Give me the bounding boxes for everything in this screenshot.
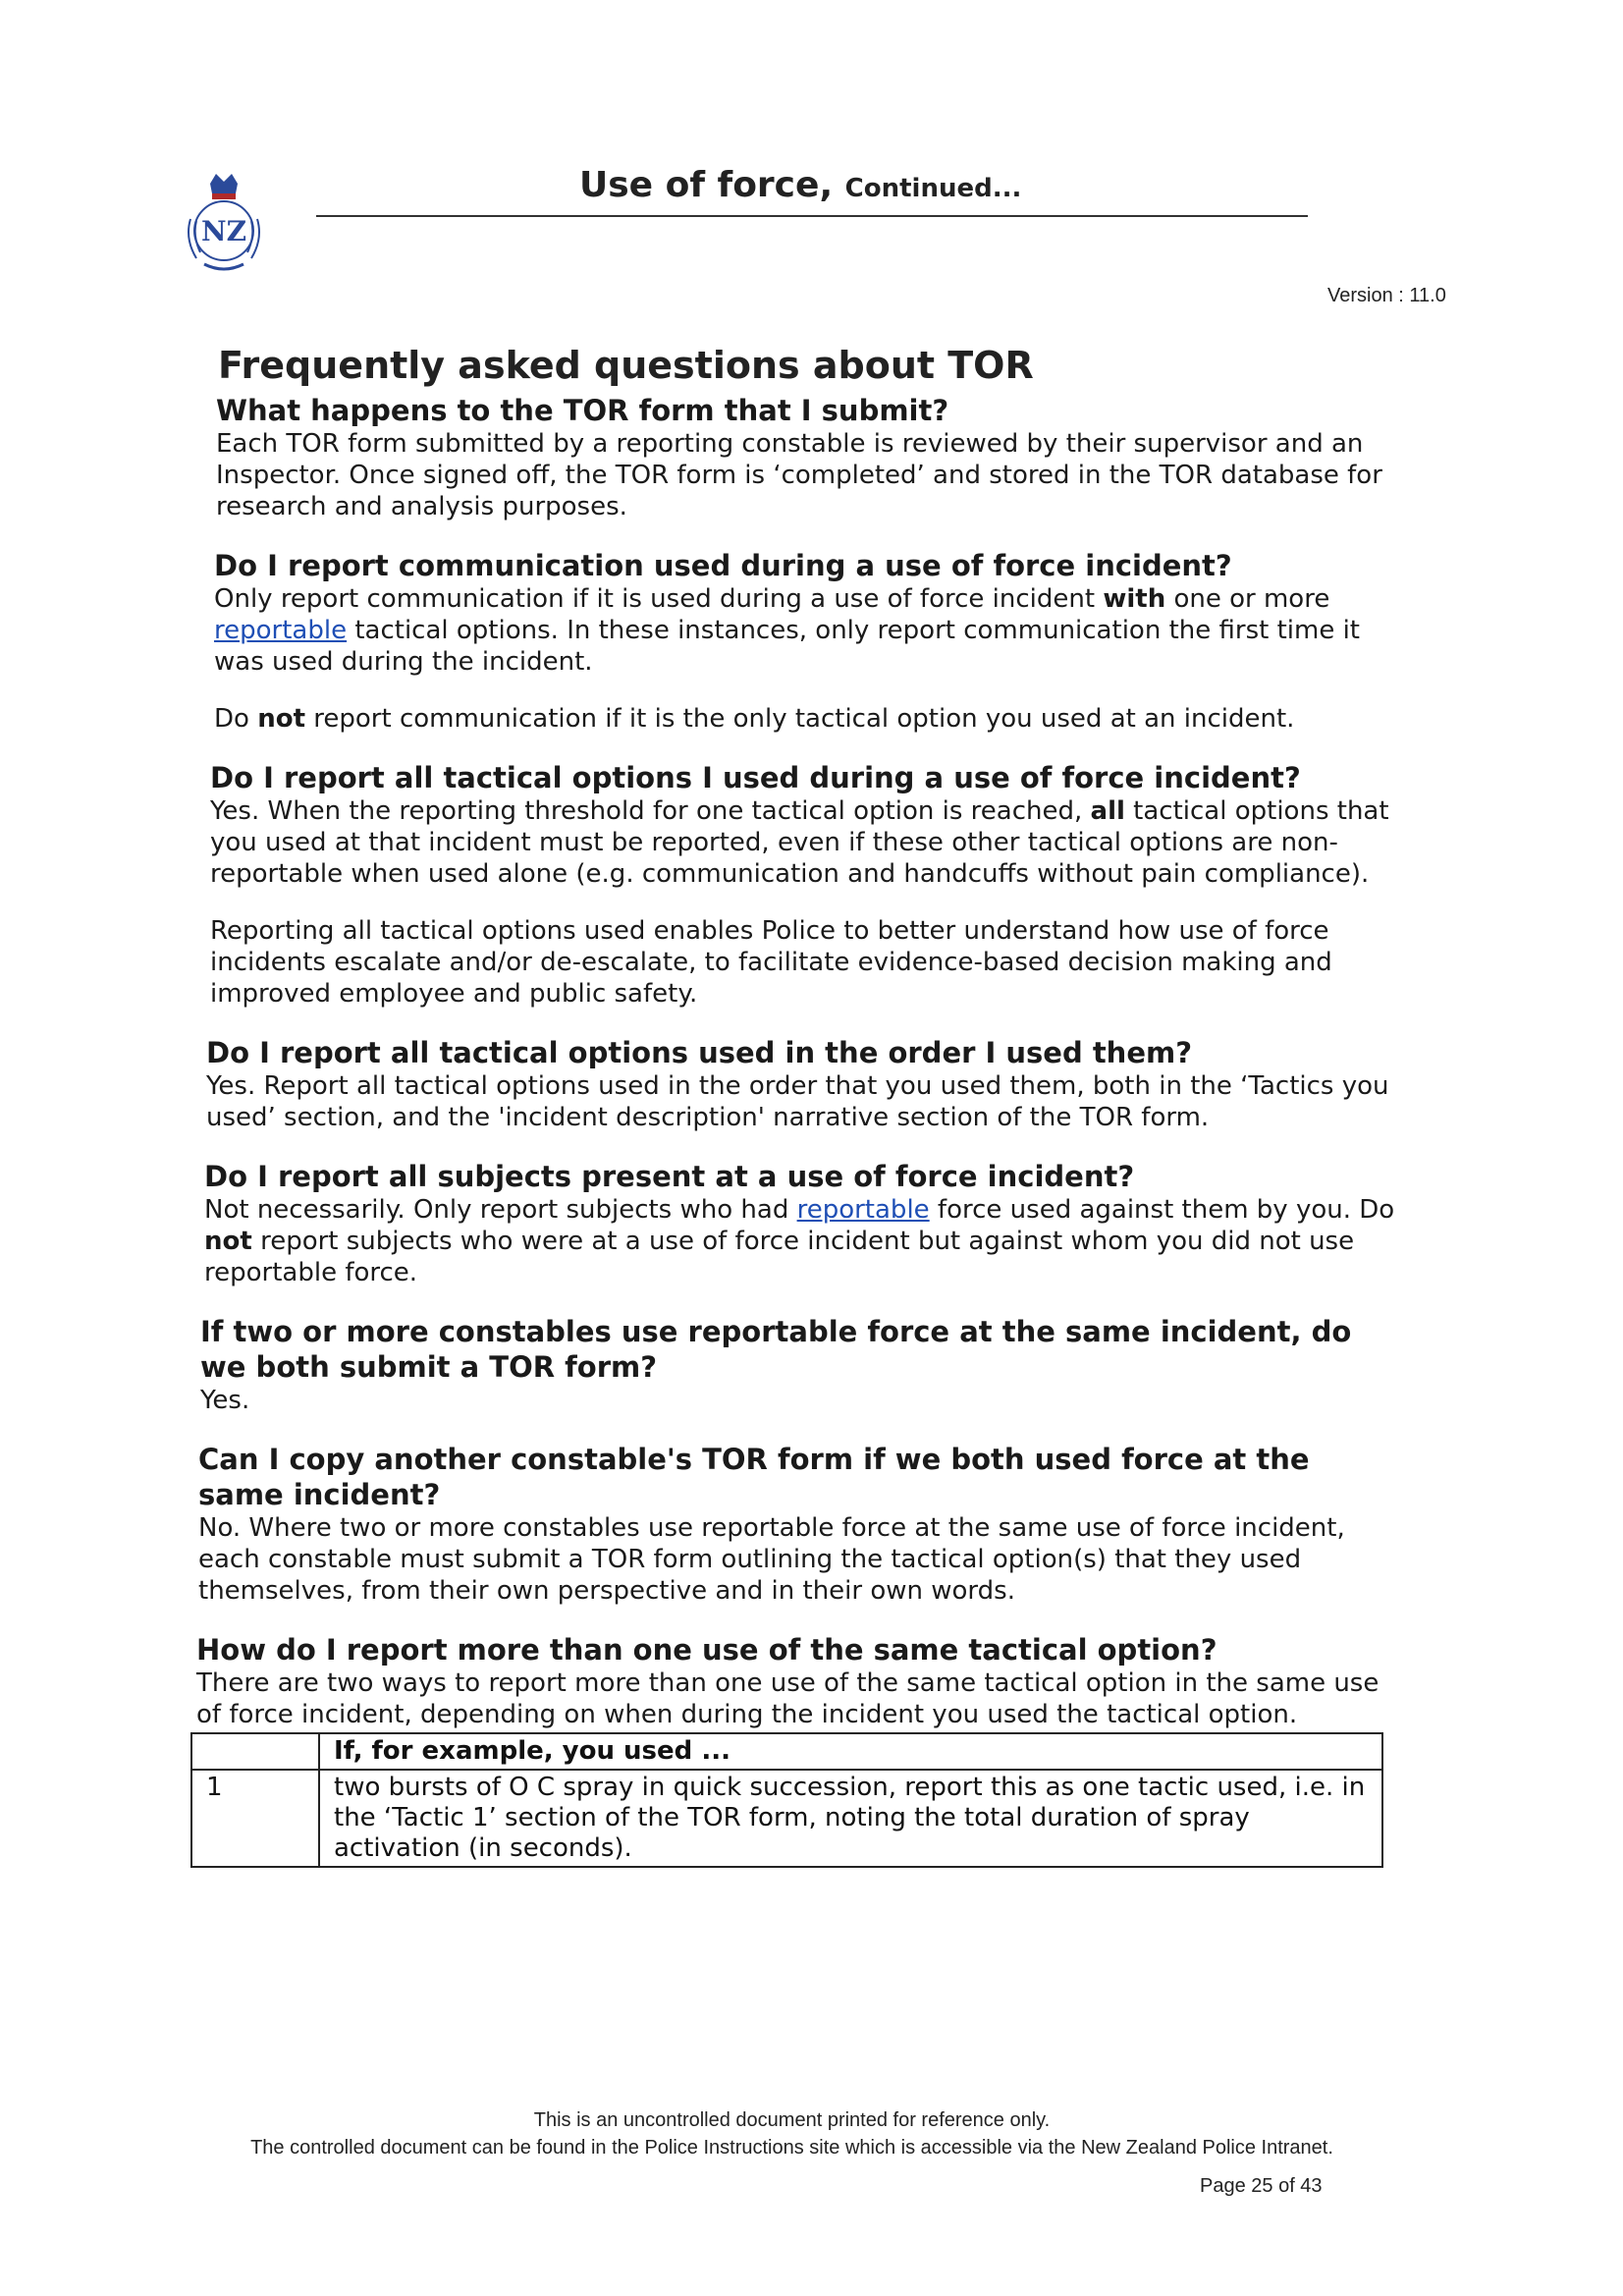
faq-question: Do I report all subjects present at a use of force incident? bbox=[204, 1160, 1135, 1193]
faq-answer: Only report communication if it is used during a use of force incident with one or more reportable tactical options. In these instances, only report communication the first time it was used during the incident. bbox=[214, 584, 1360, 677]
reportable-link[interactable]: reportable bbox=[214, 616, 348, 645]
faq-item bbox=[200, 1314, 1404, 1416]
faq-question: Can I copy another constable's TOR form if we both used force at the same incident? bbox=[198, 1443, 1310, 1511]
example-table bbox=[190, 1732, 1383, 1868]
faq-answer: Reporting all tactical options used enables Police to better understand how use of force incidents escalate and/or de-escalate, to facilitate evidence-based decision making and improved employee and public safety. bbox=[210, 916, 1332, 1009]
police-crest-icon bbox=[175, 162, 273, 280]
table-header-row bbox=[191, 1733, 1382, 1770]
table-cell-number: 1 bbox=[191, 1770, 319, 1867]
faq-answer: Do not report communication if it is the only tactical option you used at an incident. bbox=[214, 704, 1295, 734]
faq-item bbox=[210, 760, 1404, 1010]
header-divider bbox=[316, 215, 1308, 217]
faq-answer: Not necessarily. Only report subjects who had reportable force used against them by you. Do not report subjects who were at a use of force incident but against whom you did not use reportable force. bbox=[204, 1195, 1395, 1287]
faq-item bbox=[216, 393, 1404, 522]
faq-answer: No. Where two or more constables use reportable force at the same use of force incident, each constable must submit a TOR form outlining the tactical option(s) that they used themselves, from their own perspective and in their own words. bbox=[198, 1513, 1345, 1606]
faq-item bbox=[206, 1035, 1404, 1133]
page-title: Frequently asked questions about TOR bbox=[218, 344, 1034, 387]
faq-item bbox=[204, 1159, 1404, 1288]
faq-answer: Yes. Report all tactical options used in the order that you used them, both in the ‘Tactics you used’ section, and the 'incident description' narrative section of the TOR form. bbox=[206, 1071, 1389, 1132]
faq-answer: Yes. When the reporting threshold for one tactical option is reached, all tactical options that you used at that incident must be reported, even if these other tactical options are non-reportable when used alone (e.g. communication and handcuffs without pain compliance). bbox=[210, 796, 1389, 889]
header-title bbox=[579, 165, 1021, 205]
faq-question: What happens to the TOR form that I submit? bbox=[216, 394, 949, 427]
svg-text:NZ: NZ bbox=[200, 215, 247, 247]
table-row bbox=[191, 1770, 1382, 1867]
faq-question: Do I report all tactical options used in the order I used them? bbox=[206, 1036, 1193, 1069]
header-title-main: Use of force, bbox=[579, 165, 834, 205]
footer-disclaimer: This is an uncontrolled document printed for reference only. bbox=[533, 2109, 1051, 2131]
faq-question: How do I report more than one use of the same tactical option? bbox=[196, 1633, 1217, 1667]
content bbox=[196, 344, 1404, 1868]
faq-answer: There are two ways to report more than one use of the same tactical option in the same use of force incident, depending on when during the incident you used the tactical option. bbox=[196, 1668, 1380, 1729]
header-title-continued: Continued... bbox=[844, 174, 1022, 203]
version-label: Version : 11.0 bbox=[1327, 285, 1446, 306]
page-number: Page 25 of 43 bbox=[1200, 2175, 1323, 2197]
faq-item bbox=[198, 1442, 1404, 1607]
faq-question: Do I report communication used during a use of force incident? bbox=[214, 549, 1232, 582]
faq-question: Do I report all tactical options I used during a use of force incident? bbox=[210, 761, 1301, 794]
faq-item bbox=[196, 1632, 1404, 1730]
reportable-link[interactable]: reportable bbox=[796, 1195, 930, 1225]
table-cell-text: two bursts of O C spray in quick succession, report this as one tactic used, i.e. in the ‘Tactic 1’ section of the TOR form, noting the total duration of spray activation (in seconds). bbox=[319, 1770, 1382, 1867]
faq-item bbox=[214, 548, 1404, 735]
faq-answer: Yes. bbox=[200, 1386, 250, 1415]
table-header: If, for example, you used ... bbox=[319, 1733, 1382, 1770]
faq-answer: Each TOR form submitted by a reporting constable is reviewed by their supervisor and an Inspector. Once signed off, the TOR form is ‘completed’ and stored in the TOR database for research and analysis purposes. bbox=[216, 429, 1382, 521]
footer-location: The controlled document can be found in the Police Instructions site which is accessible via the New Zealand Police Intranet. bbox=[250, 2137, 1333, 2159]
faq-question: If two or more constables use reportable force at the same incident, do we both submit a TOR form? bbox=[200, 1315, 1352, 1384]
